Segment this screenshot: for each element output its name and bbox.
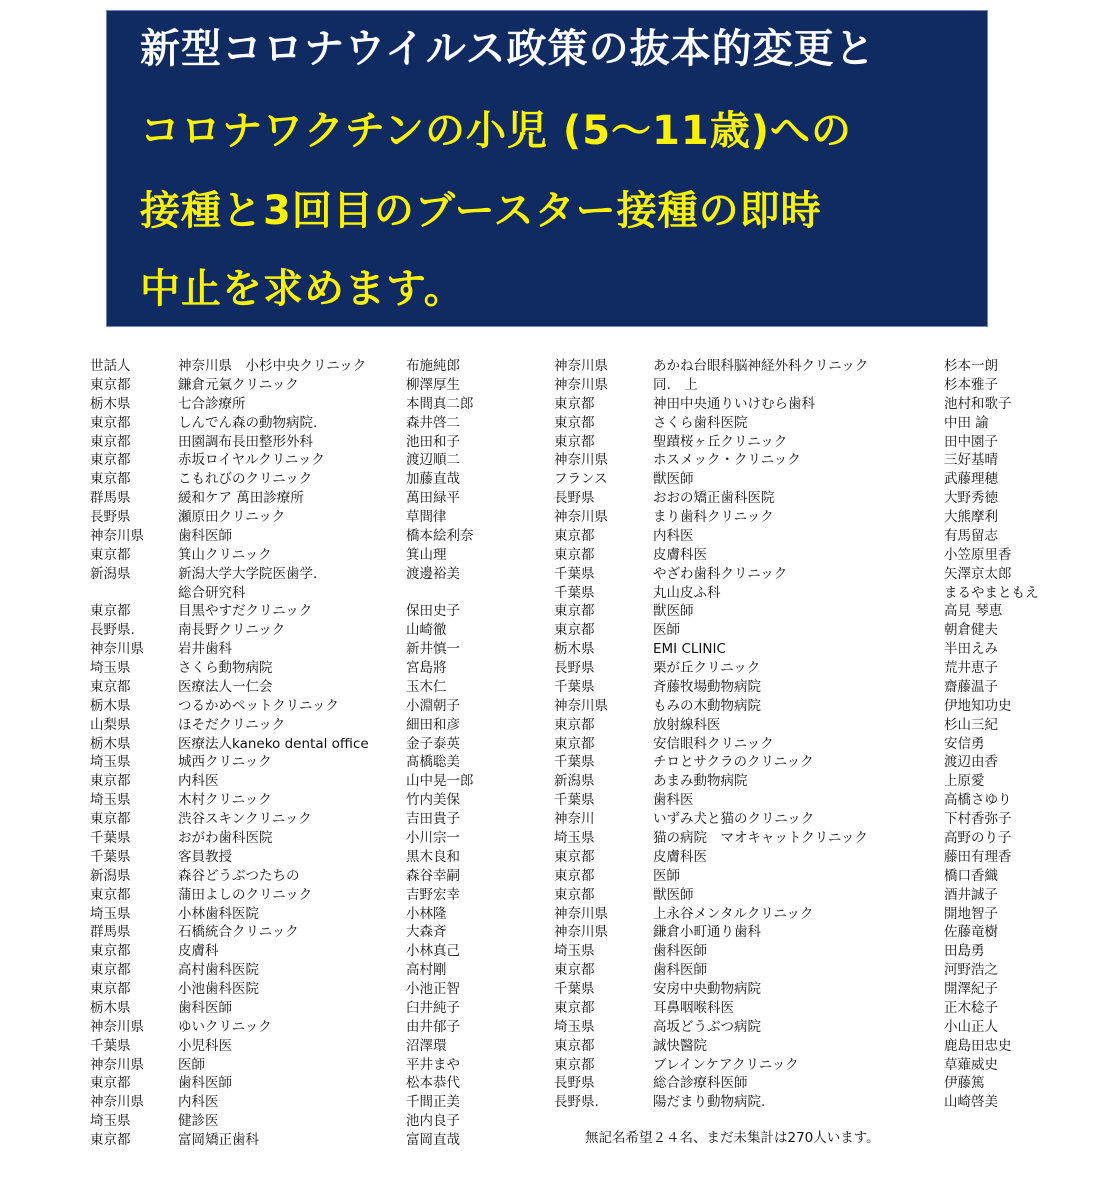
signatory-organization: 健診医 [178,1113,219,1130]
signatory-organization: おおの矯正歯科医院 [653,490,775,507]
signatory-organization: 総合研究科 [178,584,246,601]
signatory-name: 小笠原里香 [944,546,1012,563]
signatory-name: 酒井誠子 [944,886,998,903]
signatory-organization: 内科医 [653,527,694,544]
signatory-prefecture: 長野県 [90,509,131,526]
signatory-prefecture: 埼玉県 [554,1018,595,1035]
signatory-prefecture: 新潟県 [554,773,595,790]
signatory-prefecture: 長野県 [554,660,595,677]
signatory-organization: もみの木動物病院 [653,697,761,714]
signatory-organization: 南長野クリニック [178,622,286,639]
signatory-organization: 新潟大学大学院医歯学. [178,565,318,582]
signatory-name: 開澤紀子 [944,981,998,998]
signatory-prefecture: 栃木県 [90,999,131,1016]
signatory-organization: ほそだクリニック [178,716,286,733]
signatory-organization: 安房中央動物病院 [653,981,761,998]
signatory-prefecture: 東京都 [90,452,131,469]
signatory-name: 大森斉 [406,924,447,941]
signatory-prefecture: 神奈川県 [554,509,608,526]
signatory-name: 山中晃一郎 [406,773,474,790]
signatory-name: 山崎徹 [406,622,447,639]
signatory-organization: しんでん森の動物病院. [178,414,318,431]
signatory-organization: 誠快醫院 [653,1037,707,1054]
signatory-name: 高見 琴恵 [944,603,1003,620]
signatory-organization: まり歯科クリニック [653,509,774,526]
signatory-name: 小林真己 [406,943,460,960]
signatory-organization: 高坂どうぶつ病院 [653,1018,761,1035]
signatory-organization: 歯科医師 [653,962,707,979]
signatory-organization: ブレインケアクリニック [653,1056,799,1073]
signatory-name: 大野秀徳 [944,490,998,507]
signatory-name: 森井啓二 [406,414,460,431]
signatory-name: 上原愛 [944,773,985,790]
signatory-organization: 栗が丘クリニック [653,660,761,677]
signatory-prefecture: 神奈川県 [90,527,144,544]
signatory-organization: 上永谷メンタルクリニック [653,905,814,922]
signatory-name: 玉木仁 [406,678,447,695]
signatory-name: 高村剛 [406,962,447,979]
signatory-name: 杉山三紀 [944,716,998,733]
signatory-name: 有馬留志 [944,527,998,544]
signatory-prefecture: 千葉県 [90,1037,131,1054]
signatory-name: 竹内美保 [406,792,460,809]
signatory-organization: 高村歯科医院 [178,962,259,979]
signatory-name: 本間真二郎 [406,395,474,412]
signatory-organization: ゆいクリニック [178,1018,272,1035]
signatory-prefecture: 東京都 [554,1056,595,1073]
signatory-name: 細田和彦 [406,716,460,733]
signatory-prefecture: 神奈川県 [90,1018,144,1035]
signatory-name: 柳澤厚生 [406,376,460,393]
signatory-organization: 同. 上 [653,376,698,393]
signatory-prefecture: フランス [554,471,608,488]
signatory-organization: 獣医師 [653,471,694,488]
signatory-prefecture: 東京都 [90,981,131,998]
signatory-organization: 鎌倉小町通り歯科 [653,924,761,941]
signatory-organization: 小児科医 [178,1037,232,1054]
signatory-prefecture: 千葉県 [554,792,595,809]
signatory-name: 池田和子 [406,433,460,450]
signatory-name: 伊地知功史 [944,697,1012,714]
footer-note: 無記名希望２４名、まだ未集計は270人います。 [585,1130,880,1146]
signatory-prefecture: 東京都 [554,622,595,639]
signatory-name: 小淵朝子 [406,697,460,714]
signatory-name: 平井まや [406,1056,460,1073]
signatory-name: 宮島將 [406,660,447,677]
signatory-prefecture: 神奈川県 [90,1094,144,1111]
signatory-organization: 獣医師 [653,603,694,620]
signatory-organization: 医療法人一仁会 [178,678,273,695]
signatory-prefecture: 東京都 [90,546,131,563]
signatory-prefecture: 山梨県 [90,716,131,733]
signatory-name: 富岡直哉 [406,1132,460,1149]
signatory-prefecture: 千葉県 [90,830,131,846]
signatory-prefecture: 埼玉県 [90,905,131,922]
signatory-name: 由井郁子 [406,1018,460,1035]
signatory-organization: 緩和ケア 萬田診療所 [178,490,304,507]
signatory-organization: 陽だまり動物病院. [653,1094,766,1111]
signatory-prefecture: 東京都 [90,811,131,828]
signatory-prefecture: 神奈川県 [90,641,144,658]
signatory-prefecture: 千葉県 [554,678,595,695]
signatory-prefecture: 東京都 [90,678,131,695]
signatory-organization: 安信眼科クリニック [653,735,774,752]
signatory-name: 半田えみ [944,641,998,658]
signatory-name: 三好基晴 [944,452,998,469]
signatory-prefecture: 長野県 [554,490,595,507]
signatory-prefecture: 埼玉県 [90,660,131,677]
signatory-organization: 蒲田よしのクリニック [178,886,313,903]
signatory-prefecture: 栃木県 [90,735,131,752]
signatory-prefecture: 千葉県 [554,981,595,998]
signatory-organization: 歯科医 [653,792,694,809]
signatory-organization: 客員教授 [178,848,232,865]
signatory-name: 田中園子 [944,433,998,450]
signatory-prefecture: 長野県. [554,1094,599,1111]
signatory-organization: 箕山クリニック [178,546,272,563]
signatory-prefecture: 東京都 [90,471,131,488]
signatory-name: 新井慎一 [406,641,460,658]
signatory-prefecture: 新潟県 [90,565,131,582]
signatory-name: 大熊摩利 [944,509,998,526]
signatory-prefecture: 東京都 [90,886,131,903]
signatory-organization: 丸山皮ふ科 [653,584,721,601]
signatory-organization: さくら歯科医院 [653,414,748,431]
signatory-name: 布施純郎 [406,358,460,374]
signatory-prefecture: 東京都 [90,603,131,620]
signatory-name: 朝倉健夫 [944,622,998,639]
signatory-prefecture: 長野県 [554,1075,595,1092]
signatory-prefecture: 神奈川県 [554,905,608,922]
signatory-prefecture: 東京都 [90,773,131,790]
signatory-prefecture: 東京都 [554,546,595,563]
signatory-name: 高野のり子 [944,830,1012,846]
signatory-name: 杉本一朗 [944,358,998,374]
signatory-organization: 耳鼻咽喉科医 [653,999,734,1016]
signatory-name: 吉野宏幸 [406,886,460,903]
signatory-organization: いずみ犬と猫のクリニック [653,811,815,828]
signatory-organization: さくら動物病院 [178,660,273,677]
signatory-name: 吉田貴子 [406,811,460,828]
signatory-prefecture: 東京都 [90,1132,131,1149]
signatory-organization: あかね台眼科脳神経外科クリニック [653,358,869,374]
signatory-organization: 富岡矯正歯科 [178,1132,259,1149]
signatory-name: 橋本絵利奈 [406,527,474,544]
signatory-organization: 目黒やすだクリニック [178,603,313,620]
signatory-name: 下村香弥子 [944,811,1012,828]
signatory-organization: 聖蹟桜ヶ丘クリニック [653,433,788,450]
signatory-prefecture: 神奈川県 [554,697,608,714]
signatory-organization: 放射線科医 [653,716,721,733]
signatory-name: 小林隆 [406,905,447,922]
signatory-prefecture: 千葉県 [90,848,131,865]
signatory-name: 沼澤環 [406,1037,447,1054]
signatory-prefecture: 東京都 [90,962,131,979]
banner-line-3: 接種と3回目のブースター接種の即時 [140,188,822,234]
signatory-name: 高橋さゆり [944,792,1012,809]
title-banner [106,10,988,327]
signatory-prefecture: 神奈川県 [554,358,608,374]
signatory-name: 武藤理穂 [944,471,998,488]
signatory-name: 鹿島田忠史 [944,1037,1012,1054]
signatory-name: 黒木良和 [406,848,460,865]
signatory-name: 杉本雅子 [944,376,998,393]
signatory-organization: EMI CLINIC [653,641,726,658]
signatory-prefecture: 東京都 [554,999,595,1016]
signatory-prefecture: 東京都 [554,886,595,903]
signatory-prefecture: 東京都 [554,735,595,752]
signatory-organization: おがわ歯科医院 [178,830,273,846]
signatory-name: 千間正美 [406,1094,460,1111]
signatory-organization: ホスメック・クリニック [653,452,801,469]
signatory-prefecture: 東京都 [554,433,595,450]
signatory-prefecture: 神奈川県 [554,452,608,469]
signatory-organization: チロとサクラのクリニック [653,754,814,771]
signatory-organization: 七合診療所 [178,395,246,412]
signatory-prefecture: 千葉県 [554,584,595,601]
signatory-name: 池内良子 [406,1113,460,1130]
signatory-prefecture: 埼玉県 [554,943,595,960]
signatory-name: 開地智子 [944,905,998,922]
signatory-name: 小山正人 [944,1018,998,1035]
signatory-prefecture: 栃木県 [90,395,131,412]
signatory-name: 橋口香織 [944,867,998,884]
signatory-prefecture: 新潟県 [90,867,131,884]
signatory-name: 渡邊裕美 [406,565,460,582]
signatory-organization: 皮膚科医 [653,546,707,563]
signatory-organization: つるかめペットクリニック [178,697,339,714]
signatory-prefecture: 群馬県 [90,490,131,507]
signatory-organization: 獣医師 [653,886,694,903]
signatory-prefecture: 長野県. [90,622,135,639]
signatory-name: 中田 諭 [944,414,989,431]
signatory-organization: 小池歯科医院 [178,981,259,998]
signatory-name: 齋藤温子 [944,678,998,695]
signatory-prefecture: 東京都 [554,414,595,431]
banner-line-2: コロナワクチンの小児 (5～11歳)への [140,108,852,154]
signatory-prefecture: 東京都 [554,1037,595,1054]
signatory-name: 臼井純子 [406,999,460,1016]
signatory-organization: 総合診療科医師 [653,1075,748,1092]
signatory-prefecture: 群馬県 [90,924,131,941]
signatory-name: 箕山理 [406,546,447,563]
signatory-prefecture: 東京都 [554,962,595,979]
signatory-organization: 田園調布長田整形外科 [178,433,313,450]
signatory-prefecture: 千葉県 [554,565,595,582]
signatory-organization: 内科医 [178,1094,219,1111]
signatory-name: 渡辺由香 [944,754,998,771]
signatory-name: 森谷幸嗣 [406,867,460,884]
signatory-name: 田島勇 [944,943,985,960]
signatory-prefecture: 埼玉県 [90,792,131,809]
signatory-prefecture: 神奈川県 [554,376,608,393]
signatory-organization: 皮膚科 [178,943,219,960]
signatory-name: 草間律 [406,509,447,526]
signatory-organization: 医師 [178,1056,205,1073]
signatory-name: 佐藤竜樹 [944,924,998,941]
signatory-organization: 渋谷スキンクリニック [178,811,312,828]
signatory-organization: 神田中央通りいけむら歯科 [653,395,815,412]
signatory-prefecture: 東京都 [554,527,595,544]
banner-line-4: 中止を求めます。 [140,266,465,312]
signatory-name: 安信勇 [944,735,985,752]
signatory-prefecture: 神奈川 [554,811,595,828]
signatory-name: 荒井恵子 [944,660,998,677]
signatory-organization: 歯科医師 [178,1075,232,1092]
signatory-organization: あまみ動物病院 [653,773,748,790]
signatory-name: 正木稔子 [944,999,998,1016]
signatory-name: 矢澤京太郎 [944,565,1012,582]
signatory-prefecture: 栃木県 [90,697,131,714]
signatory-organization: 瀬原田クリニック [178,509,286,526]
signatory-prefecture: 埼玉県 [554,830,595,846]
signatory-organization: 小林歯科医院 [178,905,259,922]
banner-line-1: 新型コロナウイルス政策の抜本的変更と [140,26,876,72]
signatory-prefecture: 東京都 [554,603,595,620]
signatory-prefecture: 東京都 [554,716,595,733]
signatory-prefecture: 栃木県 [554,641,595,658]
signatory-name: 髙橋聡美 [406,754,460,771]
signatory-name: 伊藤篤 [944,1075,985,1092]
signatory-name: 小川宗一 [406,830,460,846]
signatory-name: 河野浩之 [944,962,998,979]
signatory-name: 金子泰英 [406,735,460,752]
signatory-name: 山崎啓美 [944,1094,998,1111]
signatory-organization: 石橋統合クリニック [178,924,299,941]
signatory-organization: 歯科医師 [653,943,707,960]
signatory-prefecture: 東京都 [90,376,131,393]
signatory-organization: 内科医 [178,773,219,790]
signatory-organization: 医療法人kaneko dental office [178,735,369,752]
signatory-organization: 歯科医師 [178,999,232,1016]
signatory-name: 草薙威史 [944,1056,998,1073]
signatory-organization: 医師 [653,867,680,884]
signatory-prefecture: 東京都 [90,1075,131,1092]
signatory-prefecture: 神奈川県 [554,924,608,941]
signatory-prefecture: 東京都 [90,943,131,960]
signatory-organization: 木村クリニック [178,792,272,809]
signatory-organization: やざわ歯科クリニック [653,565,788,582]
signatory-prefecture: 世話人 [90,358,131,374]
signatory-name: まるやまともえ [944,584,1039,601]
signatory-name: 萬田緑平 [406,490,460,507]
signatory-organization: 赤坂ロイヤルクリニック [178,452,325,469]
signatory-prefecture: 東京都 [90,433,131,450]
signatory-name: 保田史子 [406,603,460,620]
signatory-name: 渡辺順二 [406,452,460,469]
signatory-prefecture: 埼玉県 [90,754,131,771]
signatory-organization: 神奈川県 小杉中央クリニック [178,358,367,374]
signatory-name: 松本恭代 [406,1075,460,1092]
signatory-organization: 鎌倉元氣クリニック [178,376,299,393]
signatory-name: 藤田有理香 [944,848,1012,865]
signatory-prefecture: 東京都 [554,867,595,884]
signatory-organization: 皮膚科医 [653,848,707,865]
signatory-organization: 猫の病院 マオキャットクリニック [653,830,868,846]
signatory-organization: 医師 [653,622,680,639]
signatory-prefecture: 東京都 [554,395,595,412]
signatory-organization: 森谷どうぶつたちの [178,867,300,884]
signatory-prefecture: 埼玉県 [90,1113,131,1130]
signatory-prefecture: 神奈川県 [90,1056,144,1073]
signatory-name: 池村和歌子 [944,395,1012,412]
signatory-name: 小池正智 [406,981,460,998]
signatory-prefecture: 東京都 [554,848,595,865]
signatory-organization: 城西クリニック [178,754,272,771]
signatory-organization: 岩井歯科 [178,641,232,658]
signatory-name: 加藤直哉 [406,471,460,488]
signatory-organization: 斉藤牧場動物病院 [653,678,761,695]
signatory-prefecture: 東京都 [90,414,131,431]
signatory-prefecture: 千葉県 [554,754,595,771]
signatory-organization: こもれびのクリニック [178,471,313,488]
signatory-organization: 歯科医師 [178,527,232,544]
